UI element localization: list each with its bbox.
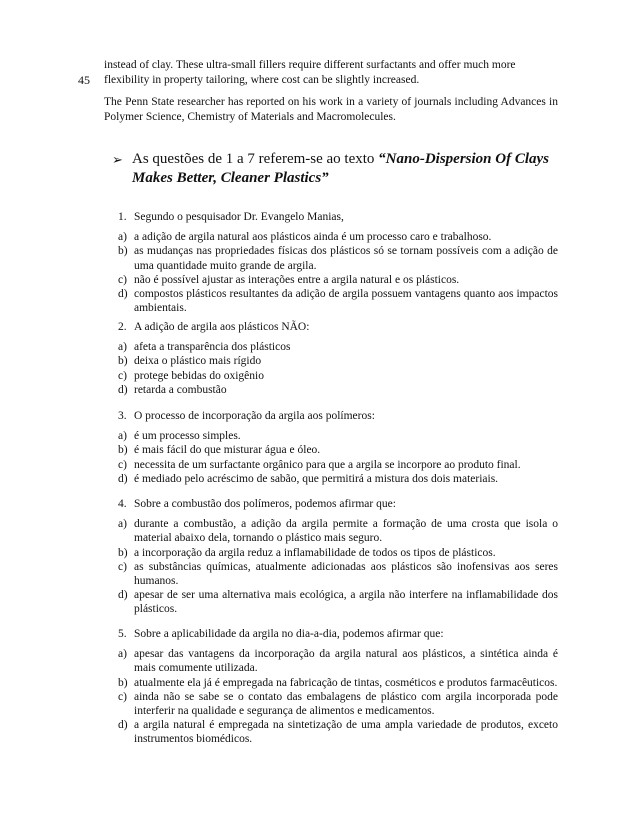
arrow-bullet-icon: ➢	[112, 152, 123, 167]
options-list	[118, 647, 558, 746]
option-b: b) atualmente ela já é empregada na fabricação de tintas, cosméticos e produtos farmacêuticos.	[118, 676, 558, 689]
question-text: Segundo o pesquisador Dr. Evangelo Manias,	[134, 211, 344, 223]
question-number: 3.	[118, 410, 127, 422]
option-d: d) é mediado pelo acréscimo de sabão, que permitirá a mistura dos dois materiais.	[118, 472, 499, 485]
option-d: d) retarda a combustão	[118, 383, 227, 396]
option-d: d) compostos plásticos resultantes da adição de argila possuem vantagens quanto aos impactos ambientais.	[118, 288, 558, 315]
option-b: b) as mudanças nas propriedades físicas dos plásticos só se tornam possíveis com a adição de uma quantidade muito grande de argila.	[118, 245, 558, 272]
option-a: a) é um processo simples.	[118, 430, 241, 443]
options-list	[118, 517, 558, 616]
option-c: c) necessita de um surfactante orgânico para que a argila se incorpore ao produto final.	[118, 458, 521, 471]
option-a: a) durante a combustão, a adição da argila permite a formação de uma crosta que isola o material abaixo dela, tornando o plástico mais seguro.	[118, 518, 558, 545]
option-b: b) a incorporação da argila reduz a inflamabilidade de todos os tipos de plásticos.	[118, 546, 496, 559]
passage-line-1: instead of clay. These ultra-small fillers require different surfactants and offer much more	[104, 59, 516, 71]
option-c: c) não é possível ajustar as interações entre a argila natural e os plásticos.	[118, 273, 460, 286]
option-c: c) protege bebidas do oxigênio	[118, 369, 264, 382]
option-a: a) a adição de argila natural aos plásticos ainda é um processo caro e trabalhoso.	[118, 231, 492, 244]
questions-heading	[112, 150, 558, 188]
option-a: a) apesar das vantagens da incorporação da argila natural aos plásticos, a sintética ainda é mais comumente utilizada.	[118, 648, 558, 675]
options-list	[118, 340, 558, 397]
passage-line-2: flexibility in property tailoring, where cost can be slightly increased.	[104, 74, 420, 86]
question-number: 5.	[118, 628, 127, 640]
question-4	[118, 497, 558, 617]
option-b: b) deixa o plástico mais rígido	[118, 355, 262, 368]
question-3	[118, 409, 558, 486]
heading-prefix: As questões de 1 a 7 referem-se ao texto	[132, 151, 379, 167]
option-c: c) as substâncias químicas, atualmente adicionadas aos plásticos são inofensivas aos seres humanos.	[118, 560, 558, 588]
option-b: b) é mais fácil do que misturar água e óleo.	[118, 444, 321, 457]
question-text: Sobre a aplicabilidade da argila no dia-a-dia, podemos afirmar que:	[134, 628, 444, 640]
line-number: 45	[78, 73, 90, 87]
option-d: d) a argila natural é empregada na sintetização de uma ampla variedade de produtos, exceto instrumentos biomédicos.	[118, 719, 558, 746]
question-number: 2.	[118, 321, 127, 333]
option-d: d) apesar de ser uma alternativa mais ecológica, a argila não interfere na inflamabilidade dos plásticos.	[118, 589, 558, 616]
question-number: 1.	[118, 211, 127, 223]
question-text: O processo de incorporação da argila aos polímeros:	[134, 410, 375, 422]
passage-paragraph-2: The Penn State researcher has reported on his work in a variety of journals including Advances in Polymer Science, Chemistry of Materials and Macromolecules.	[104, 96, 558, 123]
option-c: c) ainda não se sabe se o contato das embalagens de plástico com argila incorporada pode interferir na qualidade e segurança de alimentos e medicamentos.	[118, 690, 558, 718]
question-text: Sobre a combustão dos polímeros, podemos afirmar que:	[134, 498, 396, 510]
options-list	[118, 230, 558, 315]
question-2	[118, 320, 558, 397]
passage-paragraph-1	[104, 58, 558, 88]
options-list	[118, 429, 558, 486]
heading-title: “Nano-Dispersion Of Clays Makes Better, Cleaner Plastics”	[132, 151, 550, 186]
question-5	[118, 627, 558, 747]
question-1	[118, 210, 558, 315]
question-text: A adição de argila aos plásticos NÃO:	[134, 321, 310, 333]
option-a: a) afeta a transparência dos plásticos	[118, 341, 291, 354]
question-number: 4.	[118, 498, 127, 510]
